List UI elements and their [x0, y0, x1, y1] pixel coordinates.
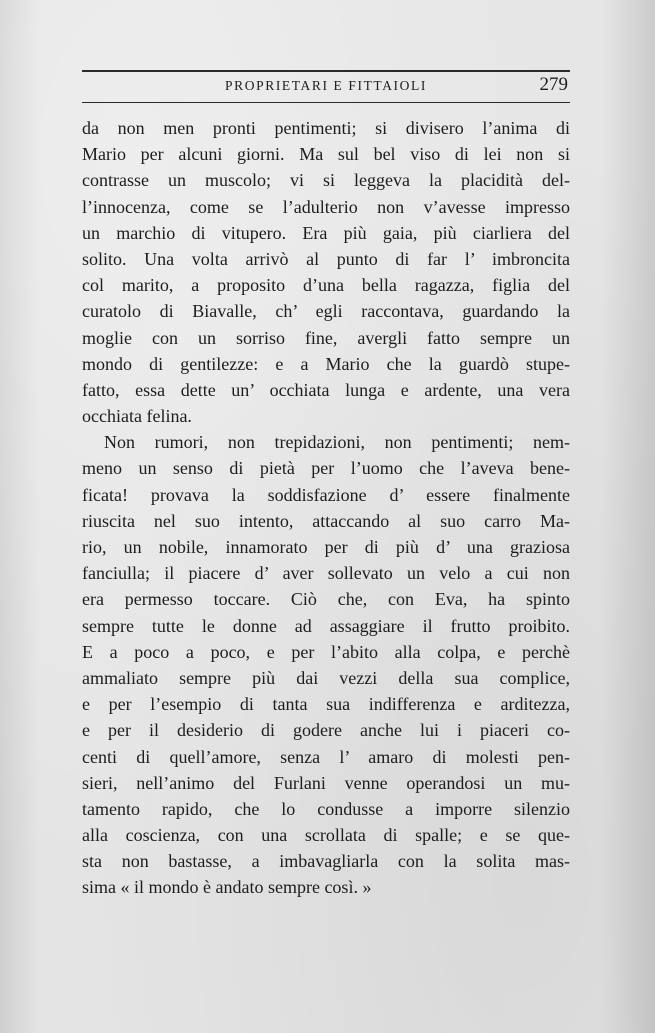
text-line: contrasse un muscolo; vi si leggeva la placidità del- — [82, 170, 570, 191]
text-line: sempre tutte le donne ad assaggiare il frutto proibito. — [82, 615, 570, 636]
text-line: moglie con un sorriso fine, avergli fatto sempre un — [82, 327, 570, 348]
header-rule-top — [82, 70, 570, 72]
running-title: PROPRIETARI E FITTAIOLI — [225, 78, 427, 93]
text-line: un marchio di vitupero. Era più gaia, più ciarliera del — [82, 222, 570, 243]
page-header — [82, 74, 570, 100]
text-line: solito. Una volta arrivò al punto di far l’ imbroncita — [82, 248, 570, 269]
text-line: fanciulla; il piacere d’ aver sollevato un velo a cui non — [82, 563, 570, 584]
text-line: curatolo di Biavalle, ch’ egli raccontava, guardando la — [82, 301, 570, 322]
page-number: 279 — [539, 74, 568, 95]
text-line: e per l’esempio di tanta sua indifferenza e arditezza, — [82, 694, 570, 715]
text-line: Mario per alcuni giorni. Ma sul bel viso di lei non si — [82, 144, 570, 165]
text-line: l’innocenza, come se l’adulterio non v’avesse impresso — [82, 196, 570, 217]
text-line: era permesso toccare. Ciò che, con Eva, ha spinto — [82, 589, 570, 610]
text-line: sta non bastasse, a imbavagliarla con la solita mas- — [82, 851, 570, 872]
body-text — [82, 115, 570, 901]
text-line: meno un senso di pietà per l’uomo che l’aveva bene- — [82, 458, 570, 479]
text-line: alla coscienza, con una scrollata di spalle; e se que- — [82, 825, 570, 846]
text-line: ficata! provava la soddisfazione d’ essere finalmente — [82, 484, 570, 505]
text-line: sieri, nell’animo del Furlani venne operandosi un mu- — [82, 772, 570, 793]
text-line: riuscita nel suo intento, attaccando al suo carro Ma- — [82, 510, 570, 531]
text-line: e per il desiderio di godere anche lui i piaceri co- — [82, 720, 570, 741]
text-line: occhiata felina. — [82, 406, 192, 427]
header-rule-bottom — [82, 102, 570, 103]
text-line: ammaliato sempre più dai vezzi della sua complice, — [82, 667, 570, 688]
text-line: sima « il mondo è andato sempre così. » — [82, 877, 372, 898]
text-line: da non men pronti pentimenti; si divisero l’anima di — [82, 118, 570, 138]
text-line: E a poco a poco, e per l’abito alla colpa, e perchè — [82, 641, 570, 662]
text-line: fatto, essa dette un’ occhiata lunga e ardente, una vera — [82, 379, 570, 400]
text-line: tamento rapido, che lo condusse a imporre silenzio — [82, 798, 570, 819]
text-line: centi di quell’amore, senza l’ amaro di molesti pen- — [82, 746, 570, 767]
text-line: mondo di gentilezze: e a Mario che la guardò stupe- — [82, 353, 570, 374]
text-line: col marito, a proposito d’una bella ragazza, figlia del — [82, 275, 570, 296]
text-line: rio, un nobile, innamorato per di più d’ una graziosa — [82, 537, 570, 557]
text-line: Non rumori, non trepidazioni, non pentimenti; nem- — [104, 432, 570, 453]
